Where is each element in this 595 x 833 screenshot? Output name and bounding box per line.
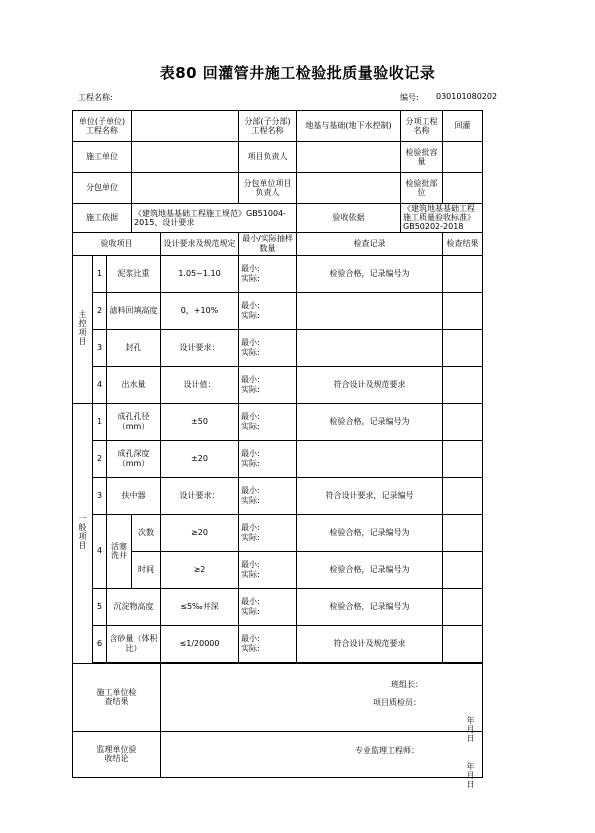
pm-label: 项目负责人: [239, 142, 297, 173]
item-result[interactable]: [443, 551, 483, 588]
item-req: 设计要求：: [161, 477, 239, 514]
item-record: 检验合格，记录编号为: [297, 255, 443, 292]
page-title: 表80 回灌管井施工检验批质量验收记录: [159, 64, 436, 82]
item-record: 检验合格，记录编号为: [297, 514, 443, 551]
general-group-label: 一般项目: [73, 403, 93, 663]
item-value: 回灌: [443, 111, 483, 142]
item-result[interactable]: [443, 625, 483, 662]
supervisor-check-area[interactable]: [161, 731, 483, 789]
washing-sub-name: 次数: [132, 514, 161, 551]
acceptance-basis-label: 验收依据: [297, 204, 401, 233]
item-record: 符合设计及规范要求: [297, 625, 443, 662]
table-row: [73, 625, 483, 662]
item-name: 滤料回填高度: [107, 292, 161, 329]
item-name: 泥浆比重: [107, 255, 161, 292]
subcontract-label: 分包单位: [73, 173, 132, 204]
capacity-label: 检验批容量: [401, 142, 443, 173]
header-row-unit: [73, 111, 483, 142]
item-req: ≥20: [161, 514, 239, 551]
pm-value[interactable]: [297, 142, 401, 173]
item-name: 成孔孔径（mm）: [107, 403, 161, 440]
code-value: 030101080202: [436, 92, 498, 101]
capacity-value[interactable]: [443, 142, 483, 173]
supervisor-check-row: [73, 731, 483, 777]
item-no: 4: [93, 366, 107, 403]
table-row: [73, 588, 483, 625]
item-no: 5: [93, 588, 107, 625]
item-sample[interactable]: 最小: 实际:: [239, 403, 297, 440]
item-no: 1: [93, 403, 107, 440]
col-req: 设计要求及规范规定: [161, 232, 239, 255]
unit-value[interactable]: [132, 111, 239, 142]
item-sample[interactable]: 最小: 实际:: [239, 514, 297, 551]
washing-name: 活塞洗井: [107, 514, 132, 588]
header-row-subcontract: [73, 173, 483, 204]
item-name: 扶中器: [107, 477, 161, 514]
col-result: 检查结果: [443, 232, 483, 255]
acceptance-basis-value: 《建筑地基基础工程施工质量验收标准》GB50202-2018: [401, 204, 483, 233]
table-row: [73, 292, 483, 329]
item-name: 封孔: [107, 329, 161, 366]
item-no: 2: [93, 292, 107, 329]
col-sample: 最小/实际抽样数量: [239, 232, 297, 255]
item-no: 3: [93, 477, 107, 514]
supervisor-date: 年 月 日: [466, 761, 483, 789]
col-record: 检查记录: [297, 232, 443, 255]
contractor-value[interactable]: [132, 142, 239, 173]
item-req: ≥2: [161, 551, 239, 588]
item-no: 3: [93, 329, 107, 366]
item-record: 检验合格，记录编号为: [297, 403, 443, 440]
table-row: [73, 477, 483, 514]
item-sample[interactable]: 最小: 实际:: [239, 477, 297, 514]
header-row-contractor: [73, 142, 483, 173]
item-sample[interactable]: 最小: 实际:: [239, 588, 297, 625]
item-sample[interactable]: 最小: 实际:: [239, 366, 297, 403]
item-result[interactable]: [443, 255, 483, 292]
item-sample[interactable]: 最小: 实际:: [239, 292, 297, 329]
table-row: [73, 440, 483, 477]
table-row: [73, 255, 483, 292]
item-no: 4: [93, 514, 107, 588]
basis-value: 《建筑地基基础工程施工规范》GB51004-2015、设计要求: [132, 204, 297, 233]
contractor-label: 施工单位: [73, 142, 132, 173]
item-no: 1: [93, 255, 107, 292]
acceptance-form-table: [72, 110, 483, 789]
main-group-label: 主控项目: [73, 255, 93, 403]
engineer-label: 专业监理工程师：: [355, 745, 419, 755]
item-name: 出水量: [107, 366, 161, 403]
subcontract-value[interactable]: [132, 173, 239, 204]
item-no: 6: [93, 625, 107, 662]
item-no: 2: [93, 440, 107, 477]
contractor-check-row: [73, 663, 483, 731]
sub-label: 分部(子分部)工程名称: [239, 111, 297, 142]
item-result[interactable]: [443, 514, 483, 551]
item-result[interactable]: [443, 329, 483, 366]
item-sample[interactable]: 最小: 实际:: [239, 625, 297, 662]
item-record: [297, 440, 443, 477]
item-record: 检验合格，记录编号为: [297, 551, 443, 588]
item-req: 0，+10%: [161, 292, 239, 329]
item-sample[interactable]: 最小: 实际:: [239, 440, 297, 477]
supervisor-check-label: 监理单位验收结论: [73, 731, 161, 777]
location-value[interactable]: [443, 173, 483, 204]
inspector-label: 项目质检员：: [373, 697, 421, 707]
column-header-row: [73, 232, 483, 255]
item-result[interactable]: [443, 477, 483, 514]
item-record: [297, 329, 443, 366]
unit-label: 单位(子单位)工程名称: [73, 111, 132, 142]
col-item: 验收项目: [73, 232, 161, 255]
item-record: 符合设计及规范要求: [297, 366, 443, 403]
project-name-label: 工程名称:: [78, 93, 113, 102]
washing-sub-name: 时间: [132, 551, 161, 588]
location-label: 检验批部位: [401, 173, 443, 204]
team-leader-label: 班组长：: [391, 679, 423, 689]
item-sample[interactable]: 最小: 实际:: [239, 551, 297, 588]
contractor-check-area[interactable]: [161, 663, 483, 743]
contractor-date: 年 月 日: [466, 715, 483, 743]
item-result[interactable]: [443, 292, 483, 329]
item-req: 1.05~1.10: [161, 255, 239, 292]
item-req: ±20: [161, 440, 239, 477]
item-sample[interactable]: 最小: 实际:: [239, 329, 297, 366]
table-row: [73, 551, 483, 588]
contractor-check-label: 施工单位检查结果: [73, 663, 161, 731]
item-record: 符合设计要求，记录编号: [297, 477, 443, 514]
item-name: 沉淀物高度: [107, 588, 161, 625]
item-req: 设计值：: [161, 366, 239, 403]
item-result[interactable]: [443, 366, 483, 403]
sub-value: 地基与基础(地下水控制): [297, 111, 401, 142]
item-req: ≤5‰井深: [161, 588, 239, 625]
sub-pm-value[interactable]: [297, 173, 401, 204]
item-record: [297, 292, 443, 329]
sub-pm-label: 分包单位项目负责人: [239, 173, 297, 204]
table-row: [73, 514, 483, 551]
item-name: 成孔深度（mm）: [107, 440, 161, 477]
basis-label: 施工依据: [73, 204, 132, 233]
item-sample[interactable]: 最小: 实际:: [239, 255, 297, 292]
item-result[interactable]: [443, 440, 483, 477]
code-label: 编号:: [400, 93, 419, 102]
table-row: [73, 366, 483, 403]
item-name: 含砂量（体积比）: [107, 625, 161, 662]
item-label: 分项工程名称: [401, 111, 443, 142]
header-row-basis: [73, 204, 483, 233]
item-record: 检验合格，记录编号为: [297, 588, 443, 625]
item-req: 设计要求：: [161, 329, 239, 366]
item-req: ±50: [161, 403, 239, 440]
item-result[interactable]: [443, 588, 483, 625]
item-req: ≤1/20000: [161, 625, 239, 662]
table-row: [73, 403, 483, 440]
item-result[interactable]: [443, 403, 483, 440]
table-row: [73, 329, 483, 366]
